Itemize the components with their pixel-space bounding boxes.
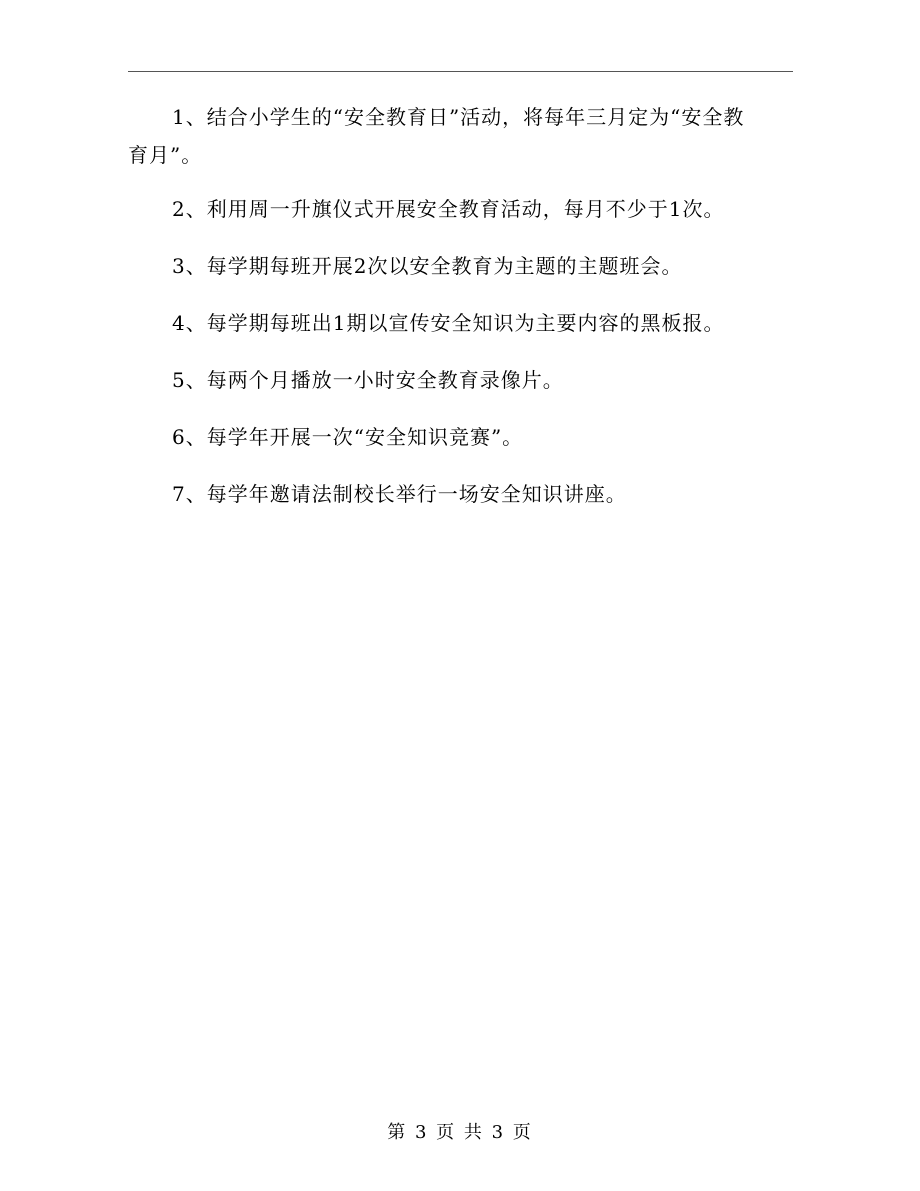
list-item: 3、每学期每班开展2次以安全教育为主题的主题班会。 [172,254,683,278]
header-rule [128,71,793,72]
list-item-text-line1: 1、结合小学生的“安全教育日”活动，将每年三月定为“安全教 [172,105,745,129]
list-item: 4、每学期每班出1期以宣传安全知识为主要内容的黑板报。 [172,311,725,335]
list-item: 6、每学年开展一次“安全知识竞赛”。 [172,425,524,449]
list-item: 7、每学年邀请法制校长举行一场安全知识讲座。 [172,482,627,506]
list-item [128,103,793,169]
page-footer: 第 3 页 共 3 页 [387,1122,533,1143]
list-item-text-line2: 育月”。 [128,143,203,167]
list-item: 2、利用周一升旗仪式开展安全教育活动，每月不少于1次。 [172,197,725,221]
document-body [128,103,793,537]
list-item: 5、每两个月播放一小时安全教育录像片。 [172,368,564,392]
